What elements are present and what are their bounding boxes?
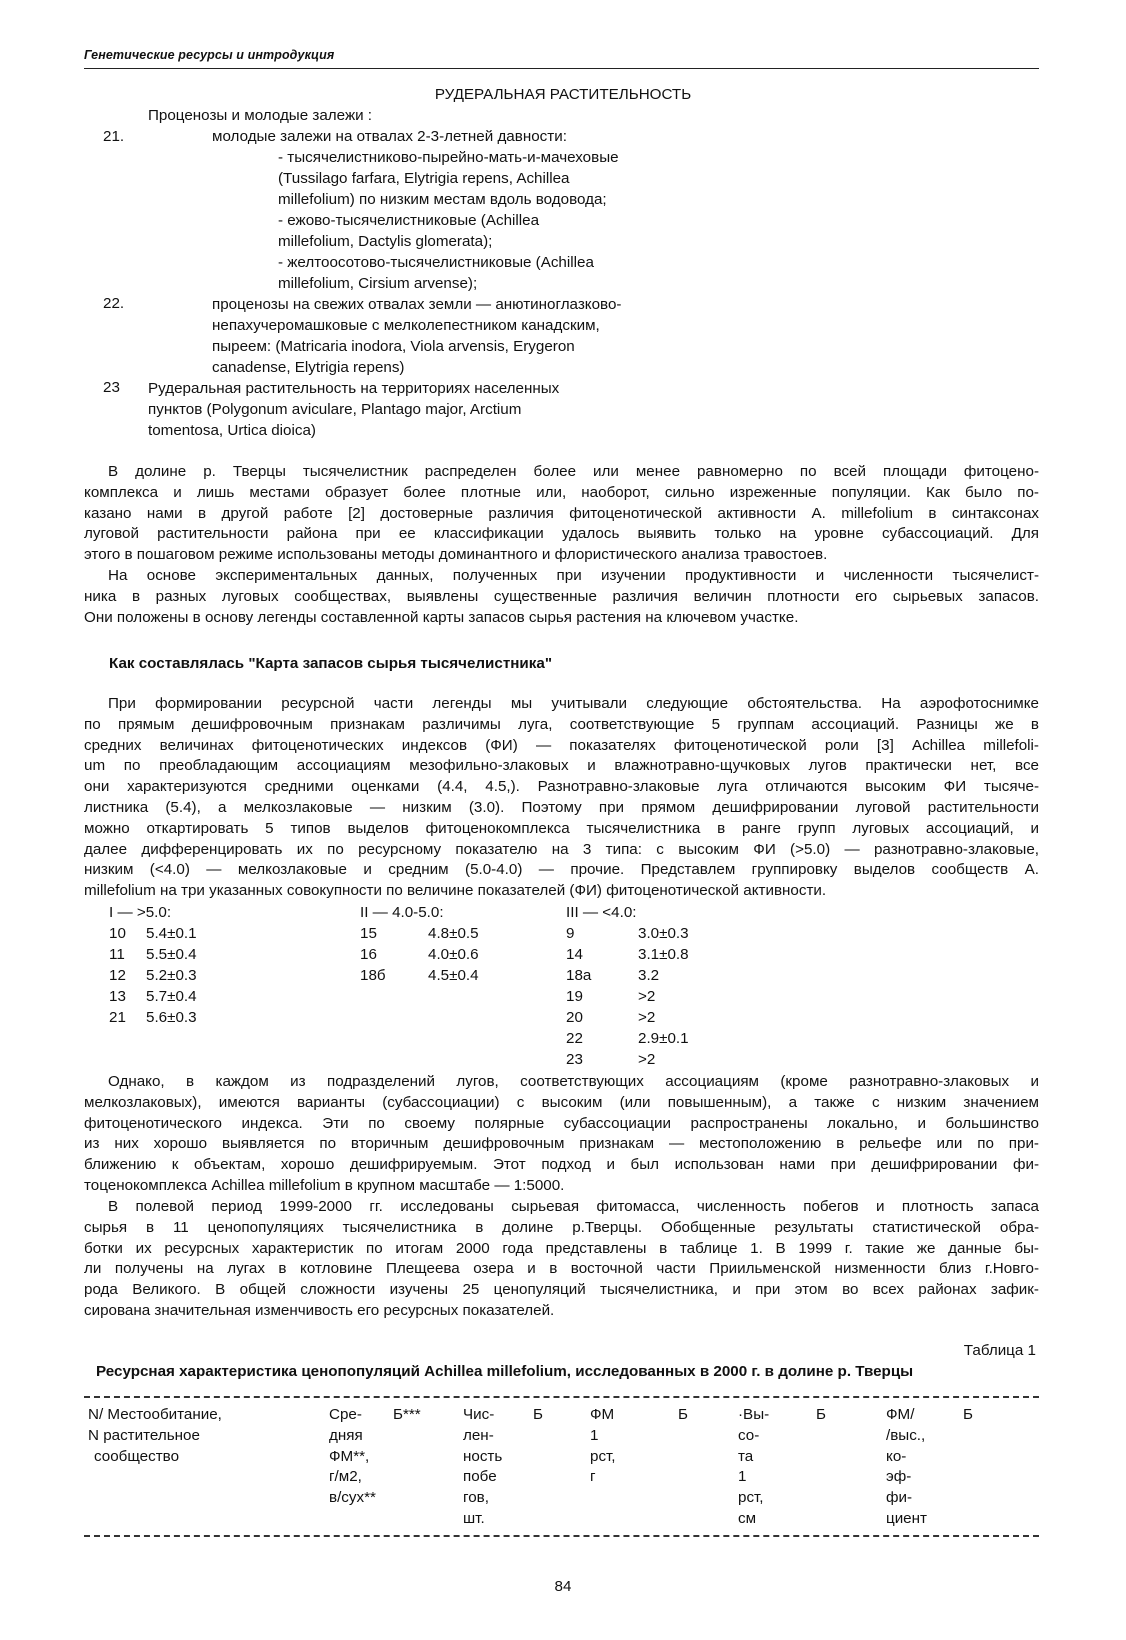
table-header-b3	[678, 1405, 688, 1426]
list-number-21: 21.	[103, 128, 125, 145]
group-id: 19	[566, 988, 583, 1005]
text-line: ника в разных луговых сообществах, выявлены существенные различия величин плотности его сырьевых запасов.	[84, 587, 1039, 605]
list-line: tomentosa, Urtica dioica)	[148, 422, 316, 439]
group-id: 20	[566, 1009, 583, 1026]
text-line: листника (5.4), а мелкозлаковые — низким (3.0). Поэтому при прямом дешифрировании луговой растительности	[84, 798, 1039, 816]
sub-list-line: millefolium, Cirsium arvense);	[278, 275, 478, 292]
group-value: >2	[638, 1051, 656, 1068]
list-line: canadense, Elytrigia repens)	[212, 359, 405, 376]
group-value: 3.0±0.3	[638, 925, 689, 942]
list-intro: Проценозы и молодые залежи :	[148, 107, 373, 124]
header-line: 1	[738, 1468, 747, 1486]
header-line: сообщество	[94, 1447, 180, 1465]
group-id: 15	[360, 925, 377, 942]
text-line: На основе экспериментальных данных, полученных при изучении продуктивности и численности тысячелист-	[108, 567, 1039, 584]
text-line: из них хорошо выявляется по вторичным дешифровочным признакам — местоположению в рельефе или по при-	[84, 1135, 1039, 1153]
text-line: рода Великого. В общей сложности изучены 25 ценопуляций тысячелистника, и при этом во всех районах зафик-	[84, 1281, 1039, 1299]
paragraph-1	[84, 462, 1039, 566]
text-line: В полевой период 1999-2000 гг. исследованы сырьевая фитомасса, численность побегов и плотность запаса	[108, 1198, 1039, 1215]
text-line: луговой растительности района при ее классификации удалось выявить только на уровне субассоциаций. Для	[84, 525, 1039, 543]
group-id: 11	[109, 946, 125, 963]
text-line: они характеризуются средними оценками (4.4, 4.5,). Разнотравно-злаковые луга отличаются высоким ФИ тысяче-	[84, 778, 1039, 796]
text-line: ли получены на лугах в котловине Плещеева озера и в восточной части Приильменской низменности близ г.Новго-	[84, 1260, 1039, 1278]
group-title: II — 4.0-5.0:	[360, 904, 444, 921]
table-header-mean-fm	[329, 1405, 376, 1509]
header-line: Б	[816, 1406, 826, 1423]
header-line: г/м2,	[329, 1468, 362, 1486]
header-line: Б	[963, 1406, 973, 1423]
group-value: >2	[638, 988, 656, 1005]
header-line: рст,	[738, 1489, 764, 1507]
header-line: дняя	[329, 1426, 363, 1444]
table-header-ratio	[886, 1405, 927, 1530]
group-value: 5.5±0.4	[146, 946, 197, 963]
text-line: сирована значительная изменчивость его ресурсных показателей.	[84, 1301, 555, 1319]
header-line: ко-	[886, 1447, 907, 1465]
header-line: ность	[463, 1447, 503, 1465]
sub-list-line: millefolium, Dactylis glomerata);	[278, 233, 493, 250]
paragraph-4	[84, 1072, 1039, 1197]
list-line: пунктов (Polygonum aviculare, Plantago major, Arctium	[148, 401, 522, 418]
table-bottom-rule	[84, 1535, 1039, 1537]
header-line: эф-	[886, 1468, 912, 1486]
group-value: 3.1±0.8	[638, 946, 689, 963]
page-number: 84	[554, 1578, 572, 1595]
text-line: низким (<4.0) — мелкозлаковые и средним (5.0-4.0) — прочие. Представлем группировку выделов сообществ A.	[84, 861, 1039, 879]
group-value: 5.2±0.3	[146, 967, 197, 984]
group-value: 4.8±0.5	[428, 925, 479, 942]
header-line: ·Вы-	[738, 1406, 770, 1423]
running-title: Генетические ресурсы и интродукция	[84, 48, 335, 62]
text-line: по прямым дешифровочным признакам различимы луга, соответствующие 5 группам ассоциаций. Разницы же в	[84, 715, 1039, 733]
header-line: /выс.,	[886, 1426, 926, 1444]
header-line: 1	[590, 1426, 599, 1444]
header-line: Б	[678, 1406, 688, 1423]
text-line: можно откартировать 5 типов выделов фитоценокомплекса тысячелистника в ранге групп луговых ассоциаций, и	[84, 819, 1039, 837]
list-number-23: 23	[103, 379, 120, 396]
text-line: ботки их ресурсных характеристик по итогам 2000 года представлены в таблице 1. В 1999 г. такие же данные бы-	[84, 1239, 1039, 1257]
text-line: При формировании ресурсной части легенды мы учитывали следующие обстоятельства. На аэрофотоснимке	[108, 695, 1039, 712]
group-id: 18б	[360, 967, 386, 984]
sub-list-line: millefolium) по низким местам вдоль водовода;	[278, 191, 607, 208]
group-value: 5.6±0.3	[146, 1009, 197, 1026]
text-line: millefolium на три указанных совокупности по величине показателей (ФИ) фитоценотической активности.	[84, 882, 827, 900]
group-value: 2.9±0.1	[638, 1030, 689, 1047]
table-header-b2	[533, 1405, 543, 1426]
group-id: 12	[109, 967, 126, 984]
group-title: I — >5.0:	[109, 904, 172, 921]
text-line: фитоценотического индекса. Эти по своему полярные субассоциации распространены локально, и большинство	[84, 1114, 1039, 1132]
paragraph-2	[84, 566, 1039, 628]
list-line: Рудеральная растительность на территориях населенных	[148, 380, 560, 397]
paragraph-5	[84, 1197, 1039, 1322]
table-caption: Ресурсная характеристика ценопопуляций Achillea millefolium, исследованных в 2000 г. в долине р. Тверцы	[96, 1363, 914, 1380]
header-line: гов,	[463, 1489, 489, 1507]
header-line: см	[738, 1509, 757, 1527]
paragraph-3	[84, 694, 1039, 902]
list-line: непахучеромашковые с мелколепестником канадским,	[212, 317, 600, 334]
group-id: 21	[109, 1009, 126, 1026]
group-value: 4.5±0.4	[428, 967, 479, 984]
list-text-21: молодые залежи на отвалах 2-3-летней давности:	[212, 128, 567, 145]
group-value: 5.7±0.4	[146, 988, 197, 1005]
table-header-b4	[816, 1405, 826, 1426]
text-line: Они положены в основу легенды составленной карты запасов сырья растения на ключевом участке.	[84, 608, 799, 626]
table-header-fm-per-plant	[590, 1405, 616, 1488]
header-line: рст,	[590, 1447, 616, 1465]
text-line: тоценокомплекса Achillea millefolium в крупном масштабе — 1:5000.	[84, 1176, 565, 1194]
text-line: В долине р. Тверцы тысячелистник распределен более или менее равномерно по всей площади фитоцено-	[108, 463, 1039, 480]
header-line: Чис-	[463, 1406, 495, 1423]
text-line: ближению к объектам, хорошо дешифрируемым. Этот подход и был использован нами при дешифрировании фи-	[84, 1156, 1039, 1174]
text-line: мелкозлаковых), имеются варианты (субассоциации) с высоким (или повышенным), а также с низким значением	[84, 1093, 1039, 1111]
text-line: комплекса и лишь местами образует более плотные или, наоборот, сильно изреженные популяции. Как было по-	[84, 483, 1039, 501]
text-line: казано нами в другой работе [2] достоверные различия фитоценотической активности A. millefolium в синтаксонах	[84, 504, 1039, 522]
header-line: лен-	[463, 1426, 494, 1444]
text-line: Однако, в каждом из подразделений лугов, соответствующих ассоциациям (кроме разнотравно-злаковых и	[108, 1073, 1039, 1090]
group-id: 9	[566, 925, 575, 942]
header-line: Б	[533, 1406, 543, 1423]
header-line: со-	[738, 1426, 760, 1444]
group-id: 14	[566, 946, 583, 963]
header-line: в/сух**	[329, 1489, 376, 1507]
group-value: >2	[638, 1009, 656, 1026]
table-header-b5	[963, 1405, 973, 1426]
text-line: сырья в 11 ценопопуляциях тысячелистника в долине р.Тверцы. Обобщенные результаты статистической обра-	[84, 1218, 1039, 1236]
table-top-rule	[84, 1396, 1039, 1398]
list-line: проценозы на свежих отвалах земли — анютиноглазково-	[212, 296, 622, 313]
group-id: 18а	[566, 967, 592, 984]
header-line: побе	[463, 1468, 497, 1486]
sub-list-line: - желтоосотово-тысячелистниковые (Achillea	[278, 254, 594, 271]
header-line: Сре-	[329, 1406, 362, 1423]
table-header-habitat	[88, 1405, 222, 1467]
table-number: Таблица 1	[963, 1342, 1036, 1359]
table-header-height	[738, 1405, 769, 1530]
subsection-heading: Как составлялась "Карта запасов сырья тысячелистника"	[109, 655, 553, 672]
header-line: ФМ	[590, 1406, 615, 1423]
group-id: 23	[566, 1051, 583, 1068]
header-line: N растительное	[88, 1426, 200, 1444]
header-line: циент	[886, 1509, 927, 1527]
list-number-22: 22.	[103, 295, 125, 312]
group-title: III — <4.0:	[566, 904, 637, 921]
group-id: 13	[109, 988, 126, 1005]
header-line: ФМ/	[886, 1406, 915, 1423]
list-line: пыреем: (Matricaria inodora, Viola arvensis, Erygeron	[212, 338, 575, 355]
text-line: этого в пошаговом режиме использованы методы доминантного и флористического анализа травостоев.	[84, 546, 828, 564]
header-line: та	[738, 1447, 754, 1465]
header-line: шт.	[463, 1509, 485, 1527]
text-line: um по преобладающим ассоциациям мезофильно-злаковых и влажнотравно-щучковых лугов практически нет, все	[84, 757, 1039, 775]
group-id: 16	[360, 946, 377, 963]
running-header	[84, 46, 1039, 69]
group-value: 4.0±0.6	[428, 946, 479, 963]
table-header-b1	[393, 1405, 421, 1426]
text-line: далее дифференцировать их по ресурсному показателю на 3 типа: с высоким ФИ (>5.0) — разнотравно-злаковые,	[84, 840, 1039, 858]
header-line: Б***	[393, 1406, 421, 1423]
sub-list-line: - тысячелистниково-пырейно-мать-и-мачеховые	[278, 149, 619, 166]
header-line: ФМ**,	[329, 1447, 370, 1465]
group-id: 10	[109, 925, 126, 942]
group-id: 22	[566, 1030, 583, 1047]
section-title: РУДЕРАЛЬНАЯ РАСТИТЕЛЬНОСТЬ	[434, 86, 692, 103]
sub-list-line: (Tussilago farfara, Elytrigia repens, Achillea	[278, 170, 570, 187]
header-line: фи-	[886, 1489, 913, 1507]
text-line: средних величинах фитоценотических индексов (ФИ) — показателях фитоценотической роли [3] Achillea millefoli-	[84, 736, 1039, 754]
group-value: 3.2	[638, 967, 660, 984]
group-value: 5.4±0.1	[146, 925, 197, 942]
header-line: г	[590, 1468, 596, 1486]
header-line: N/ Местообитание,	[88, 1406, 222, 1423]
sub-list-line: - ежово-тысячелистниковые (Achillea	[278, 212, 540, 229]
table-header-shoot-count	[463, 1405, 502, 1530]
